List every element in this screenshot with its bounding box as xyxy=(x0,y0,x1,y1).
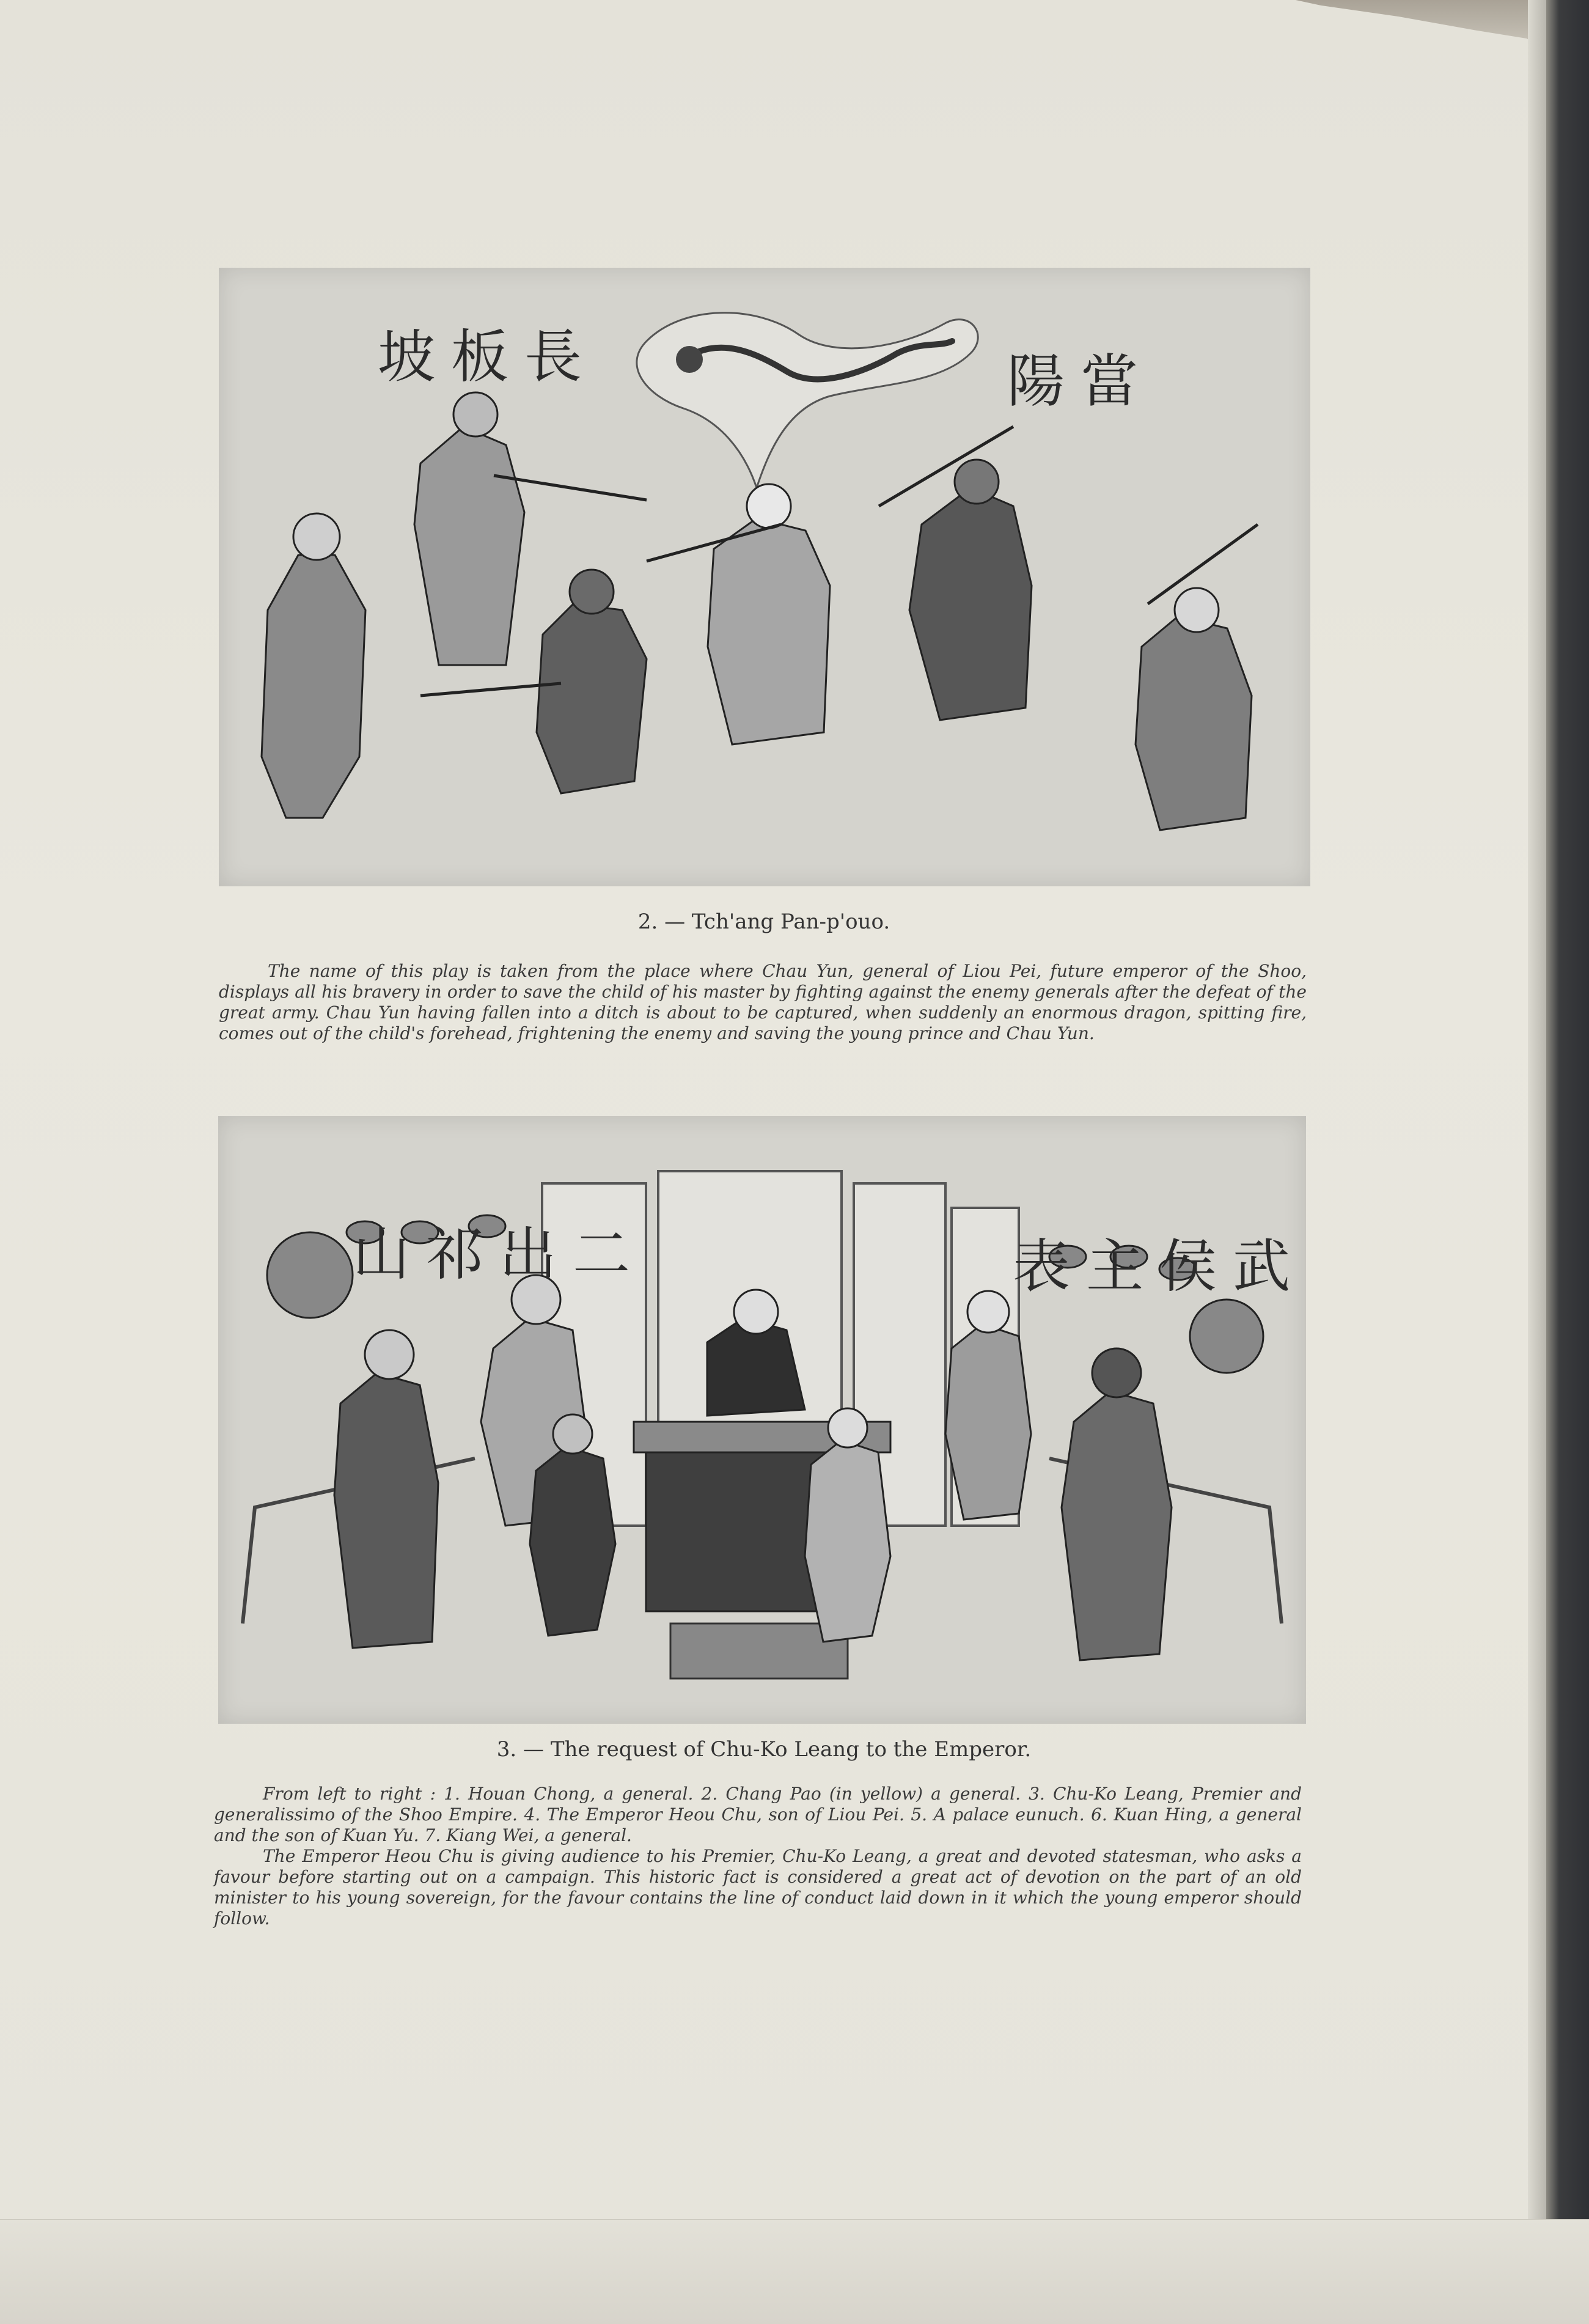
plate1-title-right: 陽當 xyxy=(1007,348,1154,415)
plate2-caption: 3. — The request of Chu-Ko Leang to the Emperor. xyxy=(496,1737,1032,1762)
plate2-description xyxy=(214,1784,1302,1929)
plate2-title-right: 表主侯武 xyxy=(1013,1234,1307,1300)
plate1-title-left: 坡板長 xyxy=(378,324,598,391)
cloud-shape xyxy=(637,313,978,488)
page-edge xyxy=(1528,0,1546,2324)
plate-illustration-1 xyxy=(219,268,1310,886)
book-spine xyxy=(1546,0,1589,2324)
plate2-description-list: From left to right : 1. Houan Chong, a general. 2. Chang Pao (in yellow) a general. 3. Chu-Ko Leang, Premier and generalissimo of the Shoo Empire. 4. The Emperor Heou Chu, son of Liou Pei. 5. A palace eunuch. 6. Kuan Hing, a general and the son of Kuan Yu. 7. Kiang Wei, a general. xyxy=(214,1784,1302,1845)
plate-illustration-2 xyxy=(218,1116,1306,1724)
dragon-head xyxy=(676,346,703,373)
plate1-caption: 2. — Tch'ang Pan-p'ouo. xyxy=(637,910,890,934)
plate1-description xyxy=(219,961,1307,1044)
page-bottom-edge xyxy=(0,2219,1589,2324)
plate1-description-text: The name of this play is taken from the place where Chau Yun, general of Liou Pei, future emperor of the Shoo, displays all his bravery in order to save the child of his master by fighting against the enemy generals after the defeat of the great army. Chau Yun having fallen into a ditch is about to be captured, when suddenly an enormous dragon, spitting fire, comes out of the child's forehead, frightening the enemy and saving the young prince and Chau Yun. xyxy=(219,961,1307,1043)
plate2-title-left: 山祁出二 xyxy=(353,1221,647,1288)
plate2-description-text: The Emperor Heou Chu is giving audience to his Premier, Chu-Ko Leang, a great and devoted statesman, who asks a favour before starting out on a campaign. This historic fact is considered a great act of devotion on the part of an old minister to his young sovereign, for the favour contains the line of conduct laid down in it which the young emperor should follow. xyxy=(214,1846,1302,1929)
